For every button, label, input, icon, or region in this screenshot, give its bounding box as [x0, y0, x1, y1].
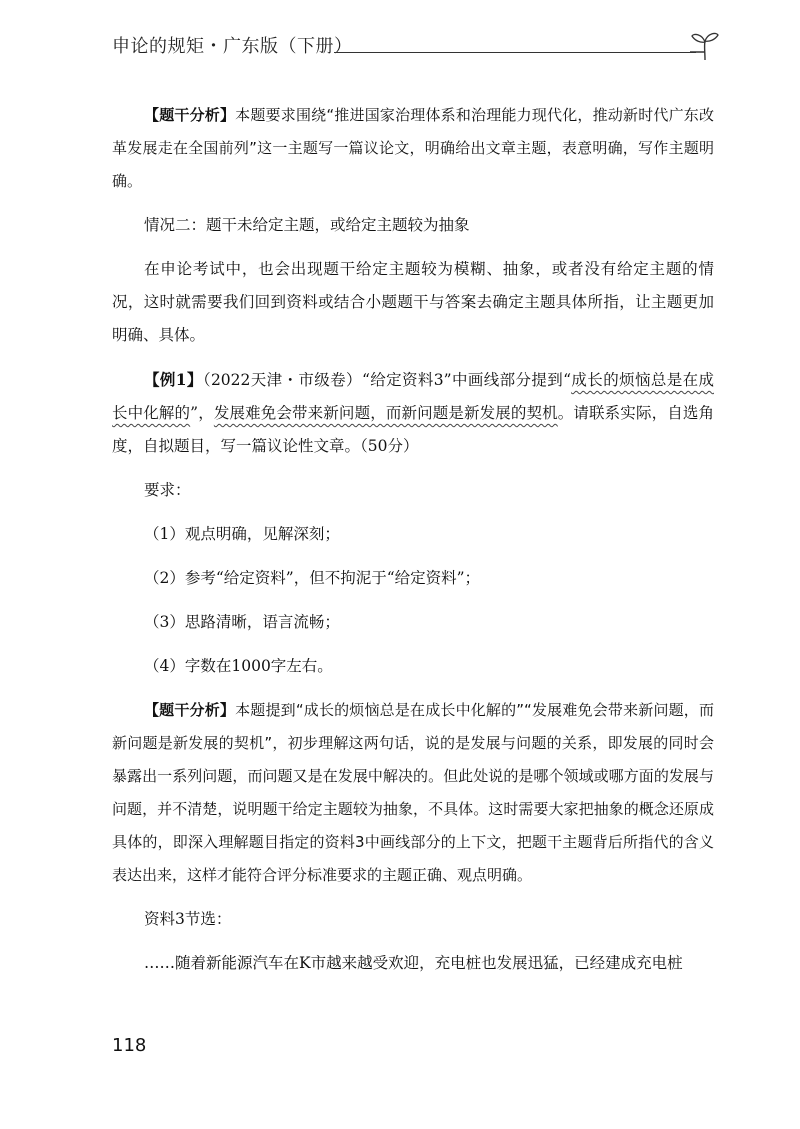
analysis-tag: 【题干分析】: [144, 106, 236, 124]
requirements-label: 要求：: [144, 481, 191, 499]
example-mid: ”，: [190, 404, 214, 422]
case-heading: 情况二：题干未给定主题，或给定主题较为抽象: [144, 216, 470, 234]
analysis-paragraph-1: [112, 99, 714, 198]
header-rule: [334, 52, 696, 53]
requirement-item: （3）思路清晰，语言流畅；: [144, 613, 340, 631]
example-paragraph: [112, 363, 714, 463]
analysis-text: 本题提到“成长的烦恼总是在成长中化解的”“发展难免会带来新问题，而新问题是新发展的契机”，初步理解这两句话，说的是发展与问题的关系，即发展的同时会暴露出一系列问题，而问题又是在发展中解决的。但此处说的是哪个领域或哪方面的发展与问题，并不清楚，说明题干给定主题较为抽象，不具体。这时需要大家把抽象的概念还原成具体的，即深入理解题目指定的资料3中画线部分的上下文，把题干主题背后所指代的含义表达出来，这样才能符合评分标准要求的主题正确、观点明确。: [112, 701, 714, 884]
underlined-quote-1: 成长的烦恼总是在成长中化解的: [112, 371, 714, 422]
page-number: 118: [112, 1035, 147, 1056]
requirement-item: （1）观点明确，见解深刻；: [144, 525, 340, 543]
example-source: （2022天津・市级卷）“给定资料3”中画线部分提到“: [202, 371, 572, 389]
analysis-paragraph-2: [112, 694, 714, 892]
sprout-icon: [690, 30, 720, 62]
requirement-item: （4）字数在1000字左右。: [144, 657, 333, 675]
example-tag: 【例1】: [144, 370, 203, 389]
excerpt-label: 资料3节选：: [144, 910, 232, 928]
analysis-text: 本题要求围绕“推进国家治理体系和治理能力现代化，推动新时代广东改革发展走在全国前列”这一主题写一篇议论文，明确给出文章主题，表意明确，写作主题明确。: [112, 106, 714, 190]
analysis-tag: 【题干分析】: [144, 701, 236, 719]
case-intro-paragraph: 在申论考试中，也会出现题干给定主题较为模糊、抽象，或者没有给定主题的情况，这时就需要我们回到资料或结合小题题干与答案去确定主题具体所指，让主题更加明确、具体。: [112, 260, 714, 344]
underlined-quote-2: 发展难免会带来新问题，而新问题是新发展的契机: [213, 404, 558, 422]
excerpt-text: ……随着新能源汽车在K市越来越受欢迎，充电桩也发展迅猛，已经建成充电桩: [144, 954, 683, 972]
running-header: [112, 30, 720, 64]
example-instructions: 。请联系实际，自选角度，自拟题目，写一篇议论性文章。（50分）: [112, 404, 714, 455]
book-title: 申论的规矩・广东版（下册）: [112, 36, 353, 57]
requirement-item: （2）参考“给定资料”，但不拘泥于“给定资料”；: [144, 569, 481, 587]
page-body: [112, 99, 714, 980]
